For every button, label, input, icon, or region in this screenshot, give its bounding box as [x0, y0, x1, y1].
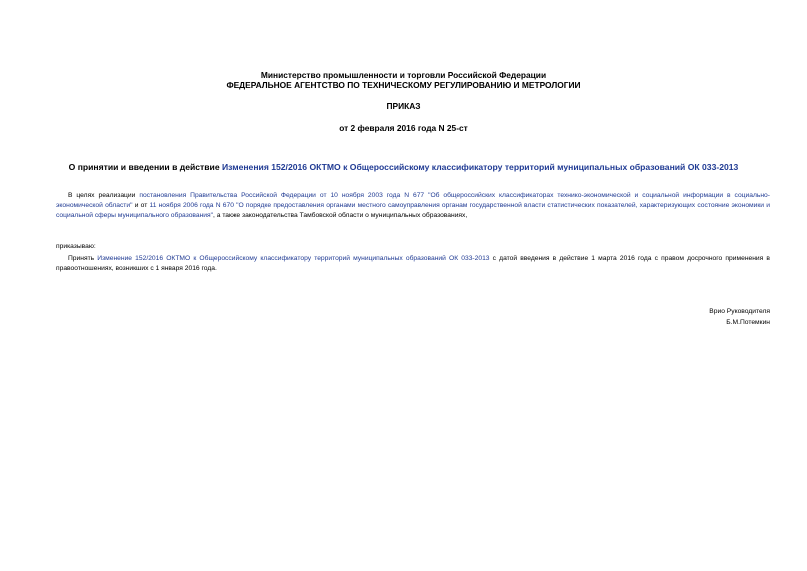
document-title: [0, 162, 807, 172]
preamble-paragraph: [56, 191, 770, 222]
preamble-text-2: и от: [132, 202, 150, 210]
order-text-2: с датой введения в действие 1 марта 2016 года с правом досрочного применения в правоотношениях, возникших с 1 января 2016 года.: [56, 255, 770, 273]
title-prefix: О принятии и введении в действие: [68, 162, 222, 172]
document-type: ПРИКАЗ: [386, 101, 421, 111]
preamble-text-1: В целях реализации: [68, 192, 140, 199]
resolution-677-link[interactable]: постановления Правительства Российской Федерации от 10 ноября 2003 года N 677 "Об общероссийских классификаторах технико-экономической и социальной информации в социально-экономической области": [56, 192, 770, 210]
ministry-name: Министерство промышленности и торговли Российской Федерации: [260, 70, 547, 80]
order-paragraph: [56, 254, 770, 274]
order-word: приказываю:: [56, 243, 96, 250]
resolution-670-link[interactable]: 11 ноября 2006 года N 670 "О порядке предоставления органами местного самоуправления органам государственной власти статистических показателей, характеризующих состояние экономики и социальной сферы муниципального образования": [56, 202, 770, 220]
signatory-position: Врио Руководителя: [709, 308, 770, 315]
preamble-text-3: , а также законодательства Тамбовской области о муниципальных образованиях,: [213, 212, 468, 220]
change-152-link[interactable]: Изменение 152/2016 ОКТМО к Общероссийскому классификатору территорий муниципальных образований ОК 033-2013: [97, 255, 490, 262]
document-date: от 2 февраля 2016 года N 25-ст: [339, 123, 468, 133]
title-link[interactable]: Изменения 152/2016 ОКТМО к Общероссийскому классификатору территорий муниципальных образований ОК 033-2013: [222, 162, 739, 172]
signatory-name: Б.М.Потемкин: [726, 319, 770, 326]
order-text-1: Принять: [68, 255, 98, 262]
agency-name: ФЕДЕРАЛЬНОЕ АГЕНТСТВО ПО ТЕХНИЧЕСКОМУ РЕГУЛИРОВАНИЮ И МЕТРОЛОГИИ: [226, 80, 581, 90]
